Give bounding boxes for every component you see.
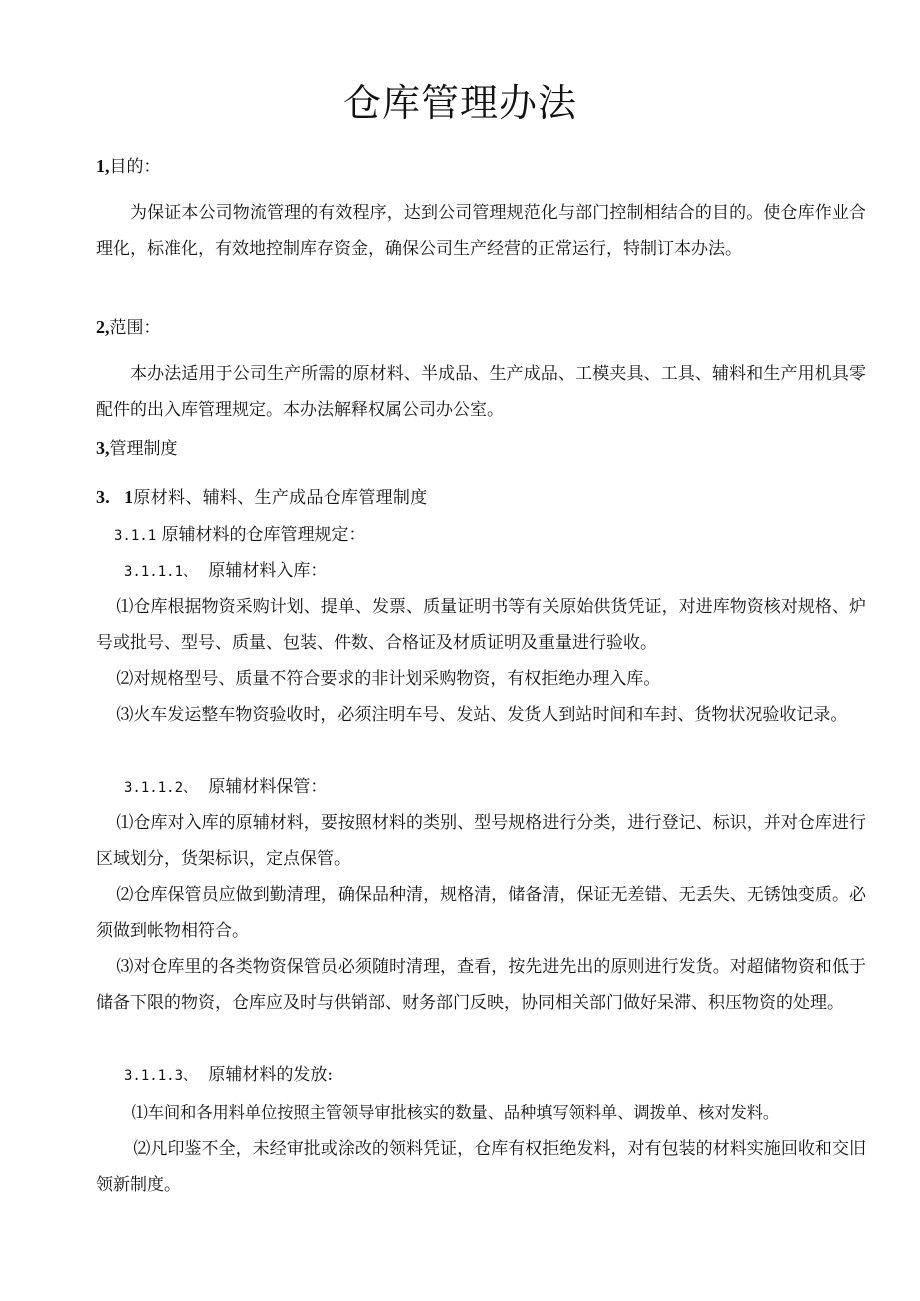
- section-3-1-1-label: 原辅材料的仓库管理规定：: [161, 525, 366, 545]
- list-item: ⑵凡印鉴不全，未经审批或涂改的领料凭证，仓库有权拒绝发料，对有包装的材料实施回收和交旧领新制度。: [96, 1139, 866, 1195]
- section-3-1-1-3-number: 3.1.1.3、: [124, 1068, 198, 1084]
- section-3-1-heading: [96, 479, 866, 516]
- section-3-1-1-1-heading: [124, 553, 894, 590]
- list-item: ⑶火车发运整车物资验收时，必须注明车号、发站、发货人到站时间和车封、货物状况验收记录。: [116, 705, 848, 725]
- list-item: ⑴仓库对入库的原辅材料，要按照材料的类别、型号规格进行分类，进行登记、标识，并对仓库进行区域划分，货架标识，定点保管。: [96, 813, 866, 869]
- section-3-1-1-3-heading: [124, 1057, 894, 1094]
- section-3-1-1-1-number: 3.1.1.1、: [124, 564, 198, 580]
- list-item: ⑵仓库保管员应做到勤清理，确保品种清，规格清，储备清，保证无差错、无丢失、无锈蚀变质。必须做到帐物相符合。: [96, 885, 866, 941]
- section-3-1-1-3-label: 原辅材料的发放:: [208, 1065, 334, 1085]
- section-3-number: 3,: [96, 438, 110, 458]
- section-3-1-1-2-label: 原辅材料保管：: [208, 777, 328, 797]
- section-3-1-1-2-number: 3.1.1.2、: [124, 780, 198, 796]
- section-3-1-number: 3.: [96, 487, 111, 507]
- section-2-heading: [96, 309, 866, 346]
- section-3-1-label: 原材料、辅料、生产成品仓库管理制度: [133, 488, 428, 508]
- section-2-label: 范围：: [109, 318, 161, 338]
- section-3-1-number-2: 1: [124, 487, 134, 507]
- section-3-label: 管理制度: [109, 439, 178, 459]
- list-item: ⑴仓库根据物资采购计划、提单、发票、质量证明书等有关原始供货凭证，对进库物资核对规格、炉号或批号、型号、质量、包装、件数、合格证及材质证明及重量进行验收。: [96, 597, 866, 653]
- document-title: 仓库管理办法: [342, 81, 577, 125]
- section-1-label: 目的：: [109, 157, 161, 177]
- section-1-heading: [96, 148, 866, 185]
- section-3-1-1-2-heading: [124, 769, 894, 806]
- section-1-number: 1,: [96, 156, 110, 176]
- section-3-heading: [96, 430, 866, 467]
- list-item: ⑵对规格型号、质量不符合要求的非计划采购物资，有权拒绝办理入库。: [116, 669, 661, 689]
- section-3-1-1-heading: [114, 517, 884, 554]
- list-item: ⑶对仓库里的各类物资保管员必须随时清理，查看，按先进先出的原则进行发货。对超储物资和低于储备下限的物资，仓库应及时与供销部、财务部门反映，协同相关部门做好呆滞、积压物资的处理。: [96, 957, 866, 1013]
- list-item: ⑴车间和各用料单位按照主管领导审批核实的数量、品种填写领料单、调拨单、核对发料。: [131, 1103, 780, 1122]
- section-2-number: 2,: [96, 317, 110, 337]
- section-3-1-1-number: 3.1.1: [114, 528, 157, 544]
- section-2-paragraph: 本办法适用于公司生产所需的原材料、半成品、生产成品、工模夹具、工具、辅料和生产用机具零配件的出入库管理规定。本办法解释权属公司办公室。: [96, 364, 866, 420]
- section-1-paragraph: 为保证本公司物流管理的有效程序，达到公司管理规范化与部门控制相结合的目的。使仓库作业合理化，标准化，有效地控制库存资金，确保公司生产经营的正常运行，特制订本办法。: [96, 203, 866, 259]
- section-3-1-1-1-label: 原辅材料入库：: [208, 561, 328, 581]
